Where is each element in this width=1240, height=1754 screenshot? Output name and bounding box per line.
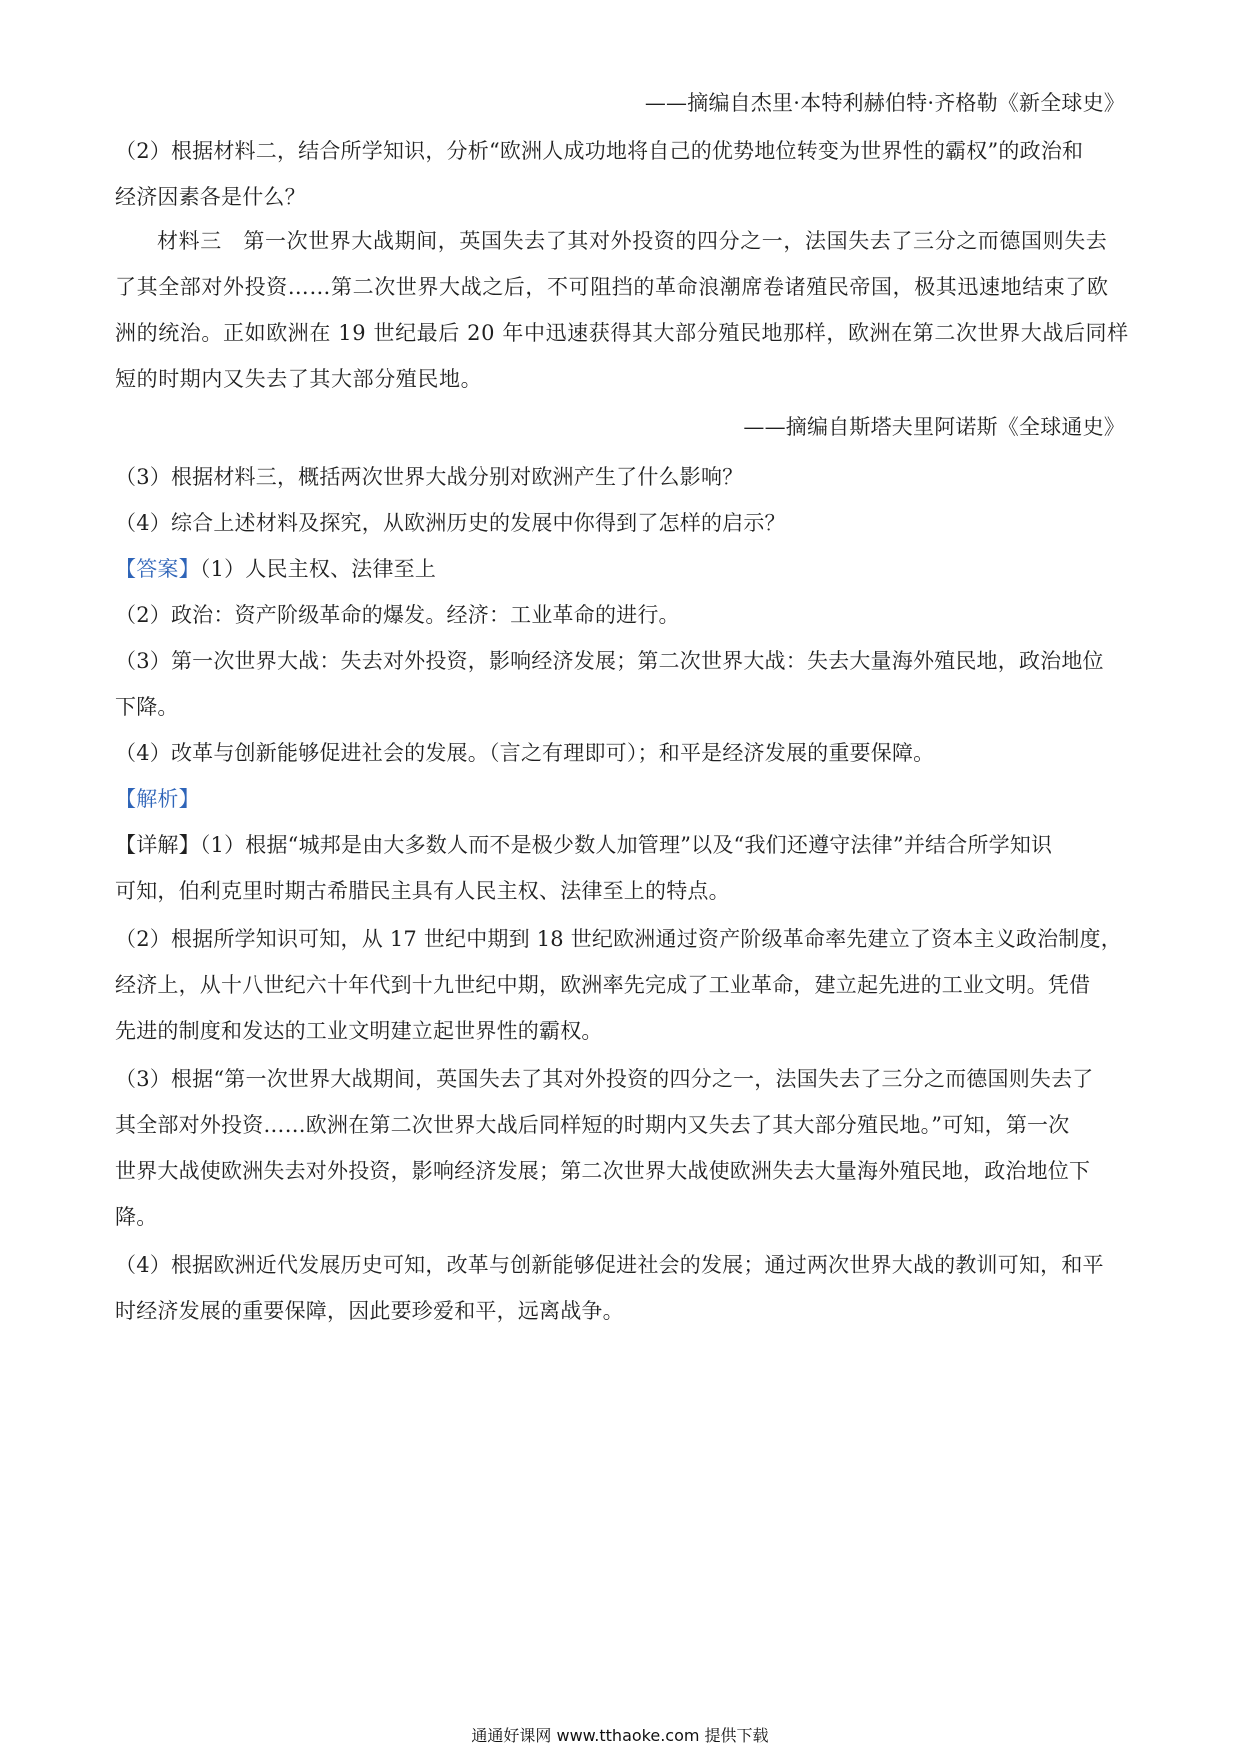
detail-4-line-2: 时经济发展的重要保障，因此要珍爱和平，远离战争。 (115, 1299, 624, 1323)
answer-1: （1）人民主权、法律至上 (199, 557, 437, 581)
analysis-label: 【解析】 (115, 787, 200, 811)
question-2-line-2: 经济因素各是什么？ (115, 185, 306, 209)
material-3-line-2: 了其全部对外投资……第二次世界大战之后，不可阻挡的革命浪潮席卷诸殖民帝国，极其迅速地结束了欧 (115, 275, 1109, 299)
detail-3-line-2: 其全部对外投资……欧洲在第二次世界大战后同样短的时期内又失去了其大部分殖民地。”可知，第一次 (115, 1113, 1070, 1137)
answer-label: 【答案】 (115, 557, 200, 581)
detail-1-line-1: （1）根据“城邦是由大多数人而不是极少数人加管理”以及“我们还遵守法律”并结合所学知识 (199, 833, 1053, 857)
detail-4-line-1: （4）根据欧洲近代发展历史可知，改革与创新能够促进社会的发展；通过两次世界大战的教训可知，和平 (115, 1253, 1104, 1277)
material-3-line-4: 短的时期内又失去了其大部分殖民地。 (115, 367, 483, 391)
detail-3-line-1: （3）根据“第一次世界大战期间，英国失去了其对外投资的四分之一，法国失去了三分之而德国则失去了 (115, 1067, 1094, 1091)
footer-download-note: 通通好课网 www.tthaoke.com 提供下载 (471, 1726, 769, 1745)
question-2-line-1: （2）根据材料二，结合所学知识，分析“欧洲人成功地将自己的优势地位转变为世界性的霸权”的政治和 (115, 139, 1084, 163)
detail-label: 【详解】 (115, 833, 200, 857)
answer-2: （2）政治：资产阶级革命的爆发。经济：工业革命的进行。 (115, 603, 680, 627)
answer-1-row (115, 554, 1125, 584)
detail-3-line-3: 世界大战使欧洲失去对外投资，影响经济发展；第二次世界大战使欧洲失去大量海外殖民地，政治地位下 (115, 1159, 1091, 1183)
material-3-line-1: 材料三 第一次世界大战期间，英国失去了其对外投资的四分之一，法国失去了三分之而德国则失去 (157, 229, 1108, 253)
answer-4: （4）改革与创新能够促进社会的发展。（言之有理即可）；和平是经济发展的重要保障。 (115, 741, 935, 765)
detail-1-line-2: 可知，伯利克里时期古希腊民主具有人民主权、法律至上的特点。 (115, 879, 730, 903)
material-3-line-3: 洲的统治。正如欧洲在 19 世纪最后 20 年中迅速获得其大部分殖民地那样，欧洲在第二次世界大战后同样 (115, 321, 1129, 345)
detail-2-line-2: 经济上，从十八世纪六十年代到十九世纪中期，欧洲率先完成了工业革命，建立起先进的工业文明。凭借 (115, 973, 1091, 997)
detail-1-row (115, 830, 1125, 860)
detail-2-line-1: （2）根据所学知识可知，从 17 世纪中期到 18 世纪欧洲通过资产阶级革命率先建立了资本主义政治制度， (115, 927, 1122, 951)
question-4: （4）综合上述材料及探究，从欧洲历史的发展中你得到了怎样的启示？ (115, 511, 786, 535)
source-citation-1: ——摘编自杰里·本特利赫伯特·齐格勒《新全球史》 (644, 91, 1125, 115)
question-3: （3）根据材料三，概括两次世界大战分别对欧洲产生了什么影响？ (115, 465, 744, 489)
answer-3-line-2: 下降。 (115, 695, 179, 719)
answer-3-line-1: （3）第一次世界大战：失去对外投资，影响经济发展；第二次世界大战：失去大量海外殖民地，政治地位 (115, 649, 1104, 673)
detail-2-line-3: 先进的制度和发达的工业文明建立起世界性的霸权。 (115, 1019, 603, 1043)
detail-3-line-4: 降。 (115, 1205, 158, 1229)
source-citation-2: ——摘编自斯塔夫里阿诺斯《全球通史》 (743, 415, 1125, 439)
